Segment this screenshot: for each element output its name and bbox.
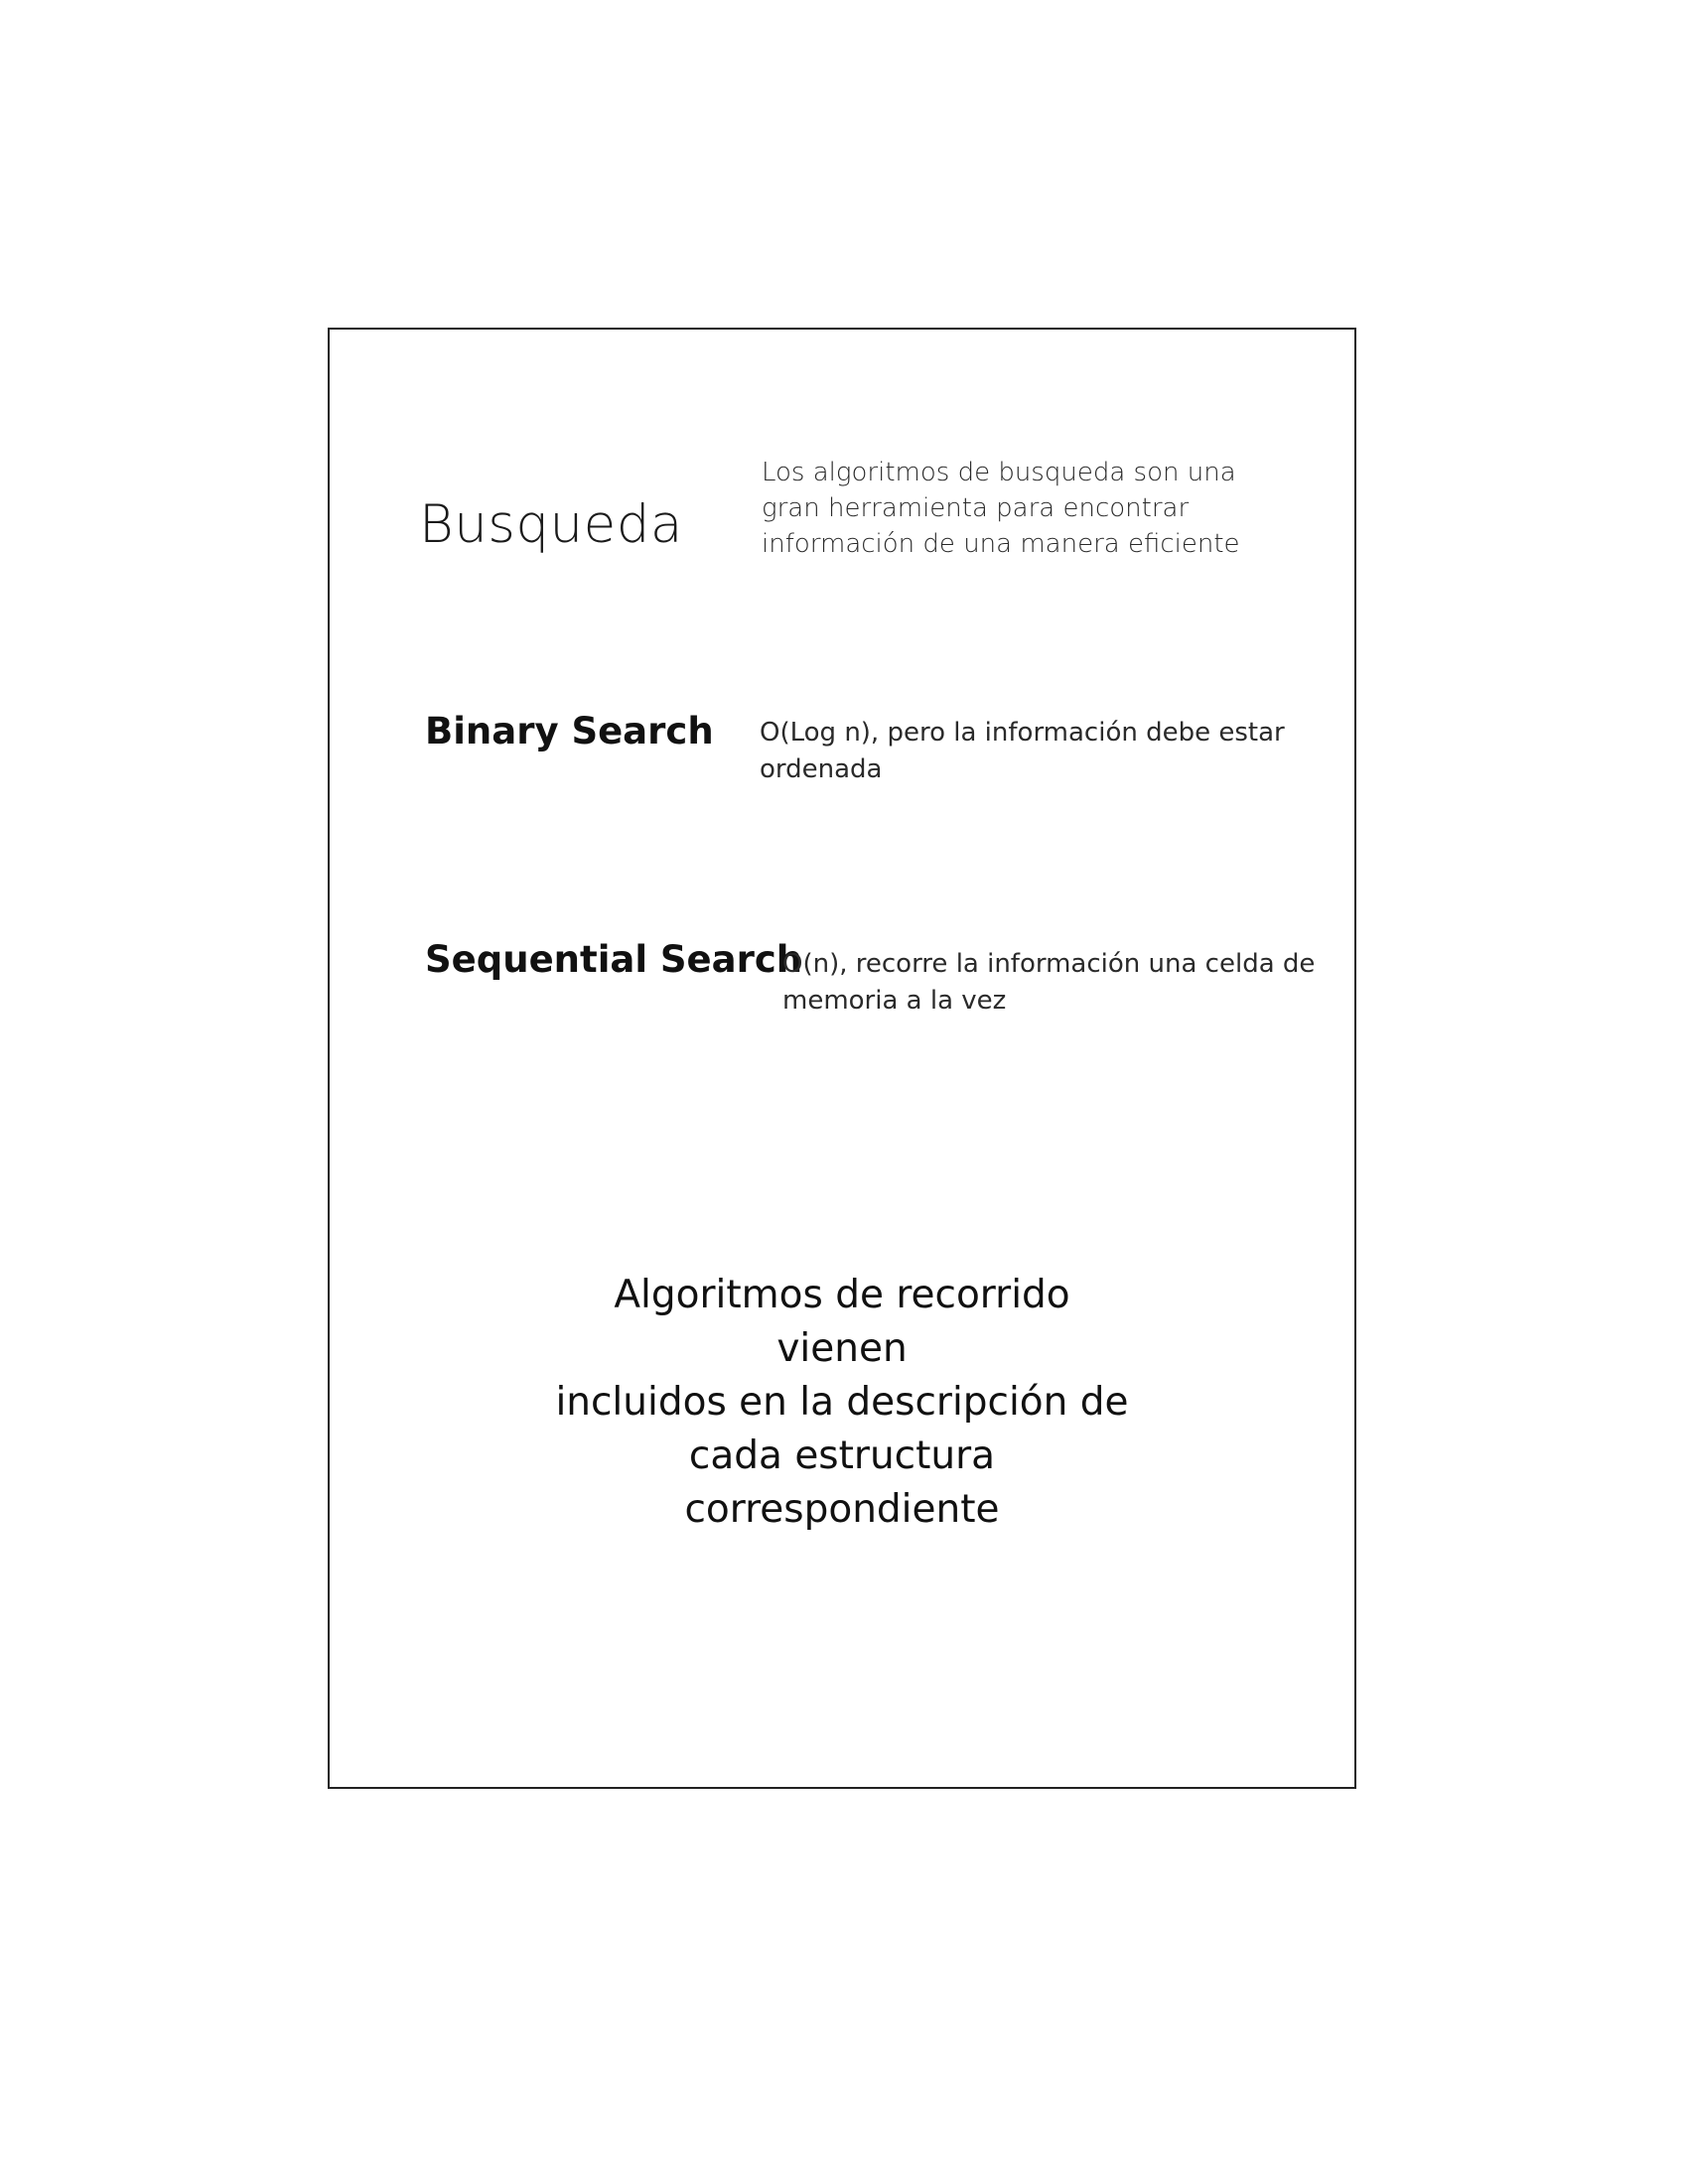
traversal-note-line: incluidos en la descripción de (555, 1380, 1129, 1425)
traversal-note (544, 1269, 1140, 1537)
binary-search-description: O(Log n), pero la información debe estar ordenada (760, 718, 1285, 784)
intro-text: Los algoritmos de busqueda son una gran herramienta para encontrar información de una manera eficiente (762, 458, 1240, 559)
sequential-search-title: Sequential Search (425, 938, 803, 981)
page-title: Busqueda (419, 494, 683, 555)
traversal-note-line: Algoritmos de recorrido vienen (614, 1273, 1070, 1371)
traversal-note-line: cada estructura (688, 1433, 996, 1478)
binary-search-title: Binary Search (425, 710, 714, 752)
traversal-note-line: correspondiente (684, 1487, 1000, 1532)
sequential-search-description: O(n), recorre la información una celda de memoria a la vez (782, 949, 1316, 1016)
